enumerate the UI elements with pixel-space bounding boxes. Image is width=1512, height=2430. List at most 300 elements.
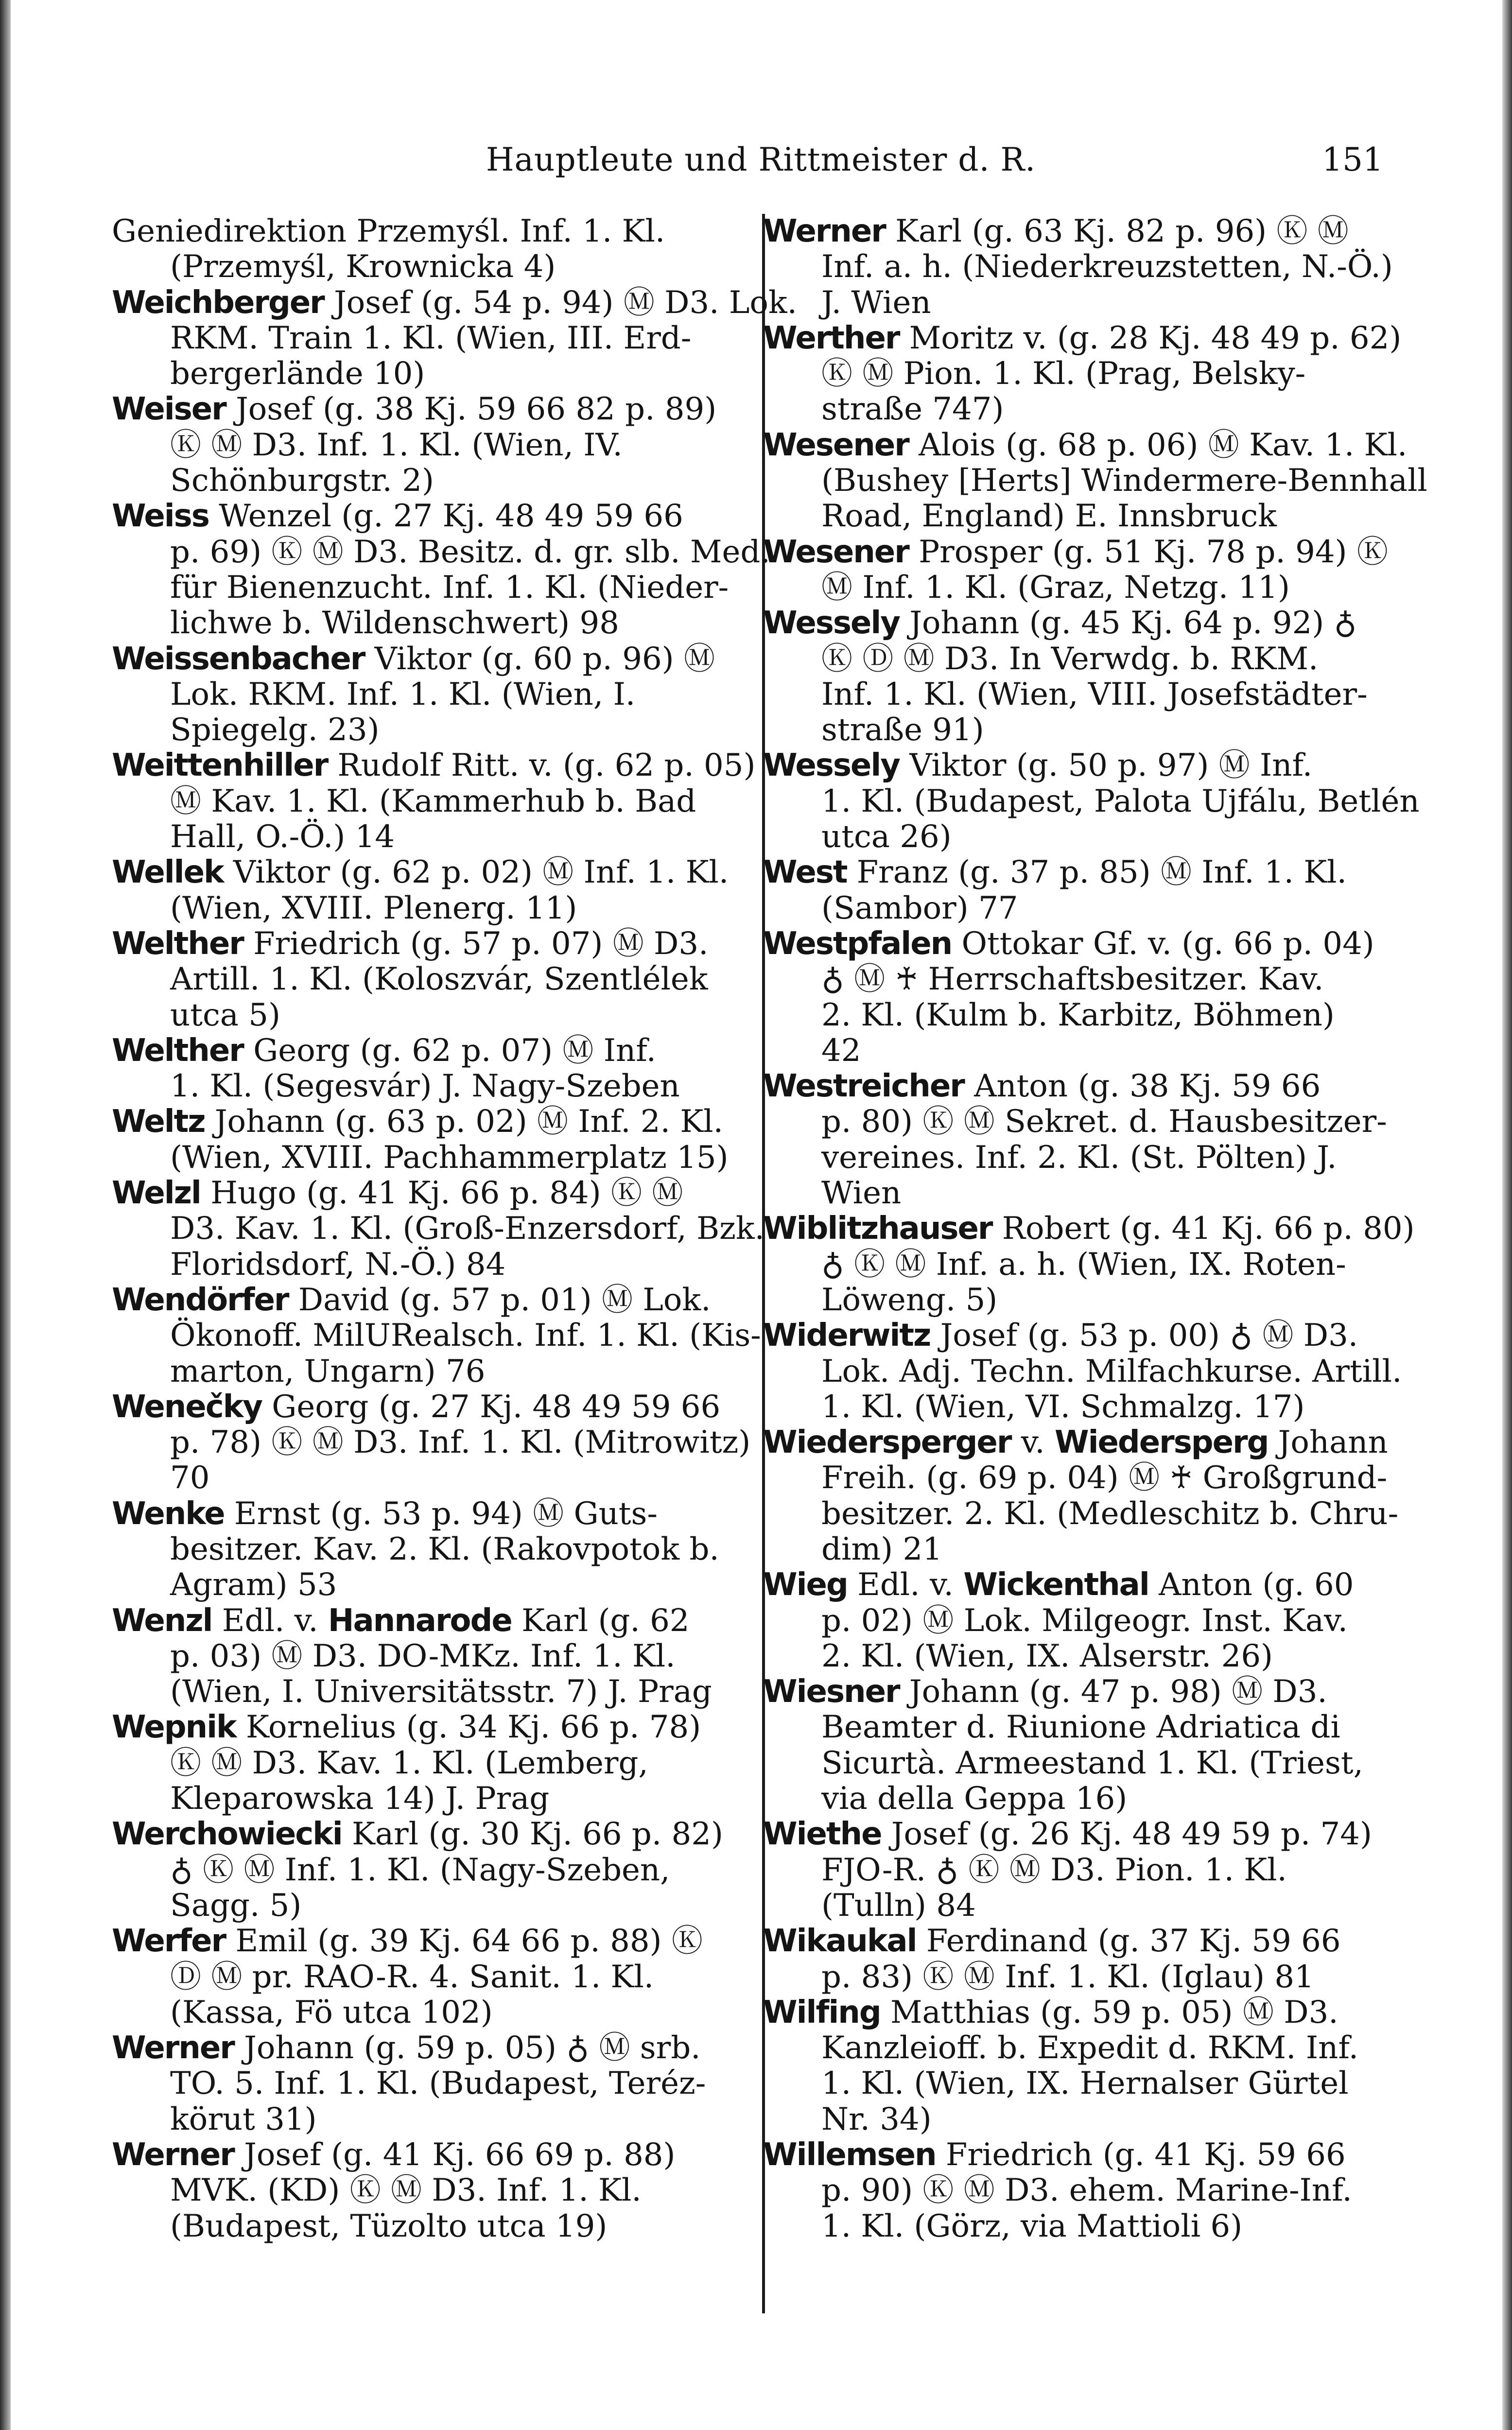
entry-continuation-line bbox=[112, 2066, 729, 2101]
entry-continuation-line bbox=[763, 285, 1380, 321]
directory-entry bbox=[763, 320, 1402, 428]
entry-text: marton, Ungarn) 76 bbox=[170, 1353, 486, 1389]
directory-entry bbox=[763, 747, 1420, 855]
entry-continuation-line bbox=[763, 2102, 1380, 2137]
entry-text: Franz (g. 37 p. 85) Ⓜ Inf. 1. Kl. bbox=[847, 854, 1347, 891]
entry-first-line bbox=[763, 1318, 1380, 1354]
entry-text: Karl (g. 63 Kj. 82 p. 96) Ⓚ Ⓜ bbox=[885, 213, 1349, 249]
surname: Werchowiecki bbox=[112, 1816, 342, 1853]
entry-first-line bbox=[763, 1924, 1380, 1959]
entry-continuation-line bbox=[763, 2066, 1380, 2101]
entry-text: Robert (g. 41 Kj. 66 p. 80) bbox=[992, 1211, 1415, 1247]
entry-text: (Wien, XVIII. Plenerg. 11) bbox=[170, 890, 577, 926]
entry-text: Kanzleioff. b. Expedit d. RKM. Inf. bbox=[821, 2030, 1359, 2066]
directory-entry bbox=[763, 1318, 1402, 1425]
entry-continuation-line bbox=[763, 1710, 1380, 1745]
surname: Weiser bbox=[112, 391, 226, 428]
entry-first-line bbox=[112, 1496, 729, 1532]
entry-text: dim) 21 bbox=[821, 1531, 942, 1567]
entry-continuation-line bbox=[112, 819, 729, 855]
entry-text: Josef (g. 26 Kj. 48 49 59 p. 74) bbox=[881, 1816, 1372, 1853]
entry-text: Josef (g. 41 Kj. 66 69 p. 88) bbox=[234, 2137, 676, 2173]
surname: Wieg bbox=[763, 1567, 848, 1603]
entry-text: Ottokar Gf. v. (g. 66 p. 04) bbox=[952, 925, 1374, 962]
entry-continuation-line bbox=[763, 1639, 1380, 1674]
entry-text: Wien bbox=[821, 1175, 902, 1212]
entry-first-line bbox=[112, 1176, 729, 1211]
entry-continuation-line bbox=[763, 998, 1380, 1033]
entry-text: Georg (g. 27 Kj. 48 49 59 66 bbox=[261, 1389, 721, 1425]
entry-text: 1. Kl. (Görz, via Mattioli 6) bbox=[821, 2208, 1243, 2244]
entry-first-line bbox=[112, 642, 729, 677]
entry-first-line bbox=[112, 1817, 729, 1852]
directory-entry bbox=[112, 2137, 729, 2244]
entry-text: Road, England) E. Innsbruck bbox=[821, 498, 1277, 535]
entry-text: Johann (g. 45 Kj. 64 p. 92) ♁ bbox=[899, 605, 1357, 642]
entry-first-line bbox=[112, 747, 756, 784]
surname: Wessely bbox=[763, 747, 900, 784]
entry-first-line bbox=[763, 1674, 1380, 1710]
entry-first-line bbox=[763, 1817, 1380, 1852]
entry-text: RKM. Train 1. Kl. (Wien, III. Erd- bbox=[170, 320, 692, 356]
entry-text: Löweng. 5) bbox=[821, 1282, 998, 1318]
surname: Wiethe bbox=[763, 1816, 882, 1853]
directory-entry bbox=[112, 642, 729, 748]
entry-text: Ⓜ Kav. 1. Kl. (Kammerhub b. Bad bbox=[170, 783, 696, 819]
entry-first-line bbox=[763, 1211, 1415, 1247]
directory-entry bbox=[112, 392, 729, 499]
surname: Wiesner bbox=[763, 1674, 900, 1710]
entry-first-line bbox=[763, 2137, 1380, 2173]
entry-first-line bbox=[763, 1995, 1380, 2031]
entry-first-line bbox=[112, 1924, 729, 1959]
surname: Wessely bbox=[763, 605, 900, 642]
entry-text: Johann bbox=[1268, 1424, 1388, 1461]
entry-continuation-line bbox=[112, 463, 729, 499]
entry-continuation-line bbox=[763, 1888, 1380, 1924]
entry-first-line bbox=[763, 855, 1380, 890]
entry-text: Lok. RKM. Inf. 1. Kl. (Wien, I. bbox=[170, 676, 636, 712]
entry-continuation-line bbox=[112, 1532, 729, 1567]
surname: Wiedersperg bbox=[1054, 1424, 1269, 1461]
directory-entry bbox=[112, 1033, 729, 1105]
entry-text: David (g. 57 p. 01) Ⓜ Lok. bbox=[288, 1282, 711, 1318]
entry-text: besitzer. 2. Kl. (Medleschitz b. Chru- bbox=[821, 1495, 1399, 1532]
entry-continuation-line bbox=[112, 321, 729, 356]
surname: Werner bbox=[112, 2030, 234, 2066]
entry-text: Kleparowska 14) J. Prag bbox=[170, 1781, 550, 1817]
entry-text: Ernst (g. 53 p. 94) Ⓜ Guts- bbox=[224, 1495, 658, 1532]
entry-continuation-line bbox=[763, 1603, 1380, 1639]
entry-continuation-line bbox=[763, 783, 1420, 819]
directory-entry bbox=[763, 1995, 1380, 2137]
surname: Wendörfer bbox=[112, 1282, 289, 1318]
entry-text: 1. Kl. (Wien, IX. Hernalser Gürtel bbox=[821, 2066, 1349, 2102]
entry-first-line bbox=[763, 214, 1380, 249]
entry-text: straße 91) bbox=[821, 712, 984, 748]
surname: Werner bbox=[112, 2137, 234, 2173]
directory-entry bbox=[763, 1674, 1380, 1817]
entry-continuation-line bbox=[112, 998, 729, 1033]
surname: Wesener bbox=[763, 534, 909, 570]
surname: Werther bbox=[763, 320, 900, 356]
entry-text: Inf. 1. Kl. (Wien, VIII. Josefstädter- bbox=[821, 676, 1368, 712]
entry-text: Prosper (g. 51 Kj. 78 p. 94) Ⓚ bbox=[908, 534, 1388, 570]
entry-continuation-line bbox=[112, 1424, 751, 1461]
directory-entry bbox=[112, 1924, 729, 2031]
entry-continuation-line bbox=[112, 677, 729, 712]
entry-text: v. bbox=[1011, 1424, 1055, 1461]
page-number: 151 bbox=[1322, 141, 1383, 178]
entry-text: p. 02) Ⓜ Lok. Milgeogr. Inst. Kav. bbox=[821, 1602, 1348, 1639]
entry-text: Ferdinand (g. 37 Kj. 59 66 bbox=[916, 1923, 1341, 1960]
entry-first-line bbox=[112, 1389, 729, 1425]
directory-entry bbox=[112, 1817, 729, 1924]
entry-continuation-line bbox=[112, 962, 729, 997]
entry-first-line bbox=[112, 1104, 729, 1140]
entry-continuation-line bbox=[763, 642, 1380, 677]
entry-text: ♁ Ⓚ Ⓜ Inf. 1. Kl. (Nagy-Szeben, bbox=[170, 1852, 670, 1888]
entry-first-line bbox=[763, 1424, 1388, 1461]
entry-continuation-line bbox=[112, 1567, 729, 1603]
entry-text: Geniedirektion Przemyśl. Inf. 1. Kl. bbox=[112, 213, 665, 249]
directory-entry bbox=[112, 1104, 729, 1176]
entry-first-line bbox=[112, 926, 729, 962]
entry-text: 70 bbox=[170, 1460, 210, 1496]
entry-text: Ⓚ Ⓜ Pion. 1. Kl. (Prag, Belsky- bbox=[821, 356, 1306, 392]
entry-first-line bbox=[763, 427, 1408, 463]
entry-text: Ⓚ Ⓓ Ⓜ D3. In Verwdg. b. RKM. bbox=[821, 641, 1319, 677]
entry-text: Kornelius (g. 34 Kj. 66 p. 78) bbox=[236, 1709, 701, 1746]
entry-text: Agram) 53 bbox=[170, 1567, 337, 1603]
entry-first-line bbox=[112, 284, 798, 321]
surname: Weltz bbox=[112, 1104, 205, 1140]
entry-text: Ⓓ Ⓜ pr. RAO-R. 4. Sanit. 1. Kl. bbox=[170, 1959, 654, 1995]
entry-continuation-line bbox=[763, 249, 1393, 285]
entry-text: 1. Kl. (Budapest, Palota Ujfálu, Betlén bbox=[821, 783, 1420, 819]
entry-continuation-line bbox=[763, 1746, 1380, 1781]
surname: Welther bbox=[112, 925, 243, 962]
entry-first-line bbox=[763, 1567, 1380, 1603]
entry-text: (Wien, I. Universitätsstr. 7) J. Prag bbox=[170, 1674, 712, 1710]
entry-first-line bbox=[112, 1033, 729, 1069]
entry-text: Josef (g. 54 p. 94) Ⓜ D3. Lok. bbox=[324, 284, 798, 321]
entry-text: Ökonoff. MilURealsch. Inf. 1. Kl. (Kis- bbox=[170, 1318, 761, 1354]
entry-continuation-line bbox=[112, 1639, 729, 1674]
entry-text: Lok. Adj. Techn. Milfachkurse. Artill. bbox=[821, 1353, 1402, 1389]
entry-text: ♁ Ⓚ Ⓜ Inf. a. h. (Wien, IX. Roten- bbox=[821, 1246, 1346, 1283]
entry-first-line bbox=[112, 1283, 729, 1318]
entry-continuation-line bbox=[112, 891, 729, 926]
entry-first-line bbox=[112, 392, 729, 427]
entry-continuation-line bbox=[112, 570, 729, 606]
entry-text: 1. Kl. (Wien, VI. Schmalzg. 17) bbox=[821, 1389, 1305, 1425]
entry-continuation-line bbox=[112, 1247, 729, 1283]
entry-first-line bbox=[763, 320, 1402, 356]
surname: Wilfing bbox=[763, 1994, 881, 2031]
entry-continuation-line bbox=[112, 1781, 729, 1817]
directory-entry bbox=[763, 1424, 1399, 1567]
entry-text: Josef (g. 53 p. 00) ♁ Ⓜ D3. bbox=[930, 1318, 1358, 1354]
entry-continuation-line bbox=[763, 1104, 1387, 1140]
surname: Weichberger bbox=[112, 284, 324, 321]
surname: Wenzl bbox=[112, 1602, 212, 1639]
entry-continuation-line bbox=[763, 1460, 1388, 1496]
entry-continuation-line bbox=[112, 1746, 729, 1781]
entry-text: utca 26) bbox=[821, 819, 952, 855]
surname: Wellek bbox=[112, 854, 224, 891]
entry-text: Matthias (g. 59 p. 05) Ⓜ D3. bbox=[880, 1994, 1338, 2031]
entry-continuation-line bbox=[112, 249, 729, 285]
directory-entry bbox=[763, 1068, 1387, 1212]
directory-entry bbox=[763, 213, 1393, 321]
surname: Wenečky bbox=[112, 1389, 262, 1425]
entry-text: p. 80) Ⓚ Ⓜ Sekret. d. Hausbesitzer- bbox=[821, 1104, 1387, 1140]
entry-continuation-line bbox=[763, 499, 1380, 534]
entry-text: Josef (g. 38 Kj. 59 66 82 p. 89) bbox=[226, 391, 717, 428]
entry-continuation-line bbox=[112, 1211, 765, 1247]
entry-continuation-line bbox=[763, 2031, 1380, 2066]
directory-entry bbox=[112, 498, 770, 642]
entry-continuation-line bbox=[763, 1176, 1380, 1211]
surname: Weissenbacher bbox=[112, 641, 365, 677]
entry-continuation-line bbox=[112, 2173, 729, 2208]
entry-continuation-line bbox=[112, 1853, 729, 1888]
entry-text: Ⓜ Inf. 1. Kl. (Graz, Netzg. 11) bbox=[821, 569, 1290, 606]
entry-continuation-line bbox=[763, 1389, 1380, 1425]
entry-text: (Wien, XVIII. Pachhammerplatz 15) bbox=[170, 1139, 729, 1176]
entry-text: Friedrich (g. 57 p. 07) Ⓜ D3. bbox=[243, 925, 709, 962]
entry-continuation-line bbox=[112, 606, 729, 641]
entry-first-line bbox=[112, 1603, 729, 1639]
entry-text: p. 69) Ⓚ Ⓜ D3. Besitz. d. gr. slb. Med. bbox=[170, 534, 770, 570]
entry-continuation-line bbox=[112, 1140, 729, 1176]
entry-continuation-line bbox=[763, 2209, 1380, 2244]
entry-continuation-line bbox=[763, 1495, 1399, 1532]
entry-continuation-line bbox=[763, 463, 1427, 499]
entry-text: TO. 5. Inf. 1. Kl. (Budapest, Teréz- bbox=[170, 2066, 706, 2102]
entry-first-line bbox=[763, 606, 1380, 641]
directory-entry bbox=[112, 1496, 729, 1603]
entry-text: Viktor (g. 60 p. 96) Ⓜ bbox=[365, 641, 715, 677]
entry-text: FJO-R. ♁ Ⓚ Ⓜ D3. Pion. 1. Kl. bbox=[821, 1852, 1287, 1888]
entry-text: körut 31) bbox=[170, 2101, 317, 2137]
directory-entry bbox=[112, 1710, 729, 1817]
entry-continuation-line bbox=[112, 2209, 729, 2244]
entry-continuation-line bbox=[763, 712, 1380, 748]
surname: Widerwitz bbox=[763, 1318, 931, 1354]
entry-text: Rudolf Ritt. v. (g. 62 p. 05) bbox=[328, 747, 756, 784]
entry-continuation-line bbox=[763, 677, 1380, 712]
entry-continuation-line bbox=[763, 1140, 1380, 1176]
entry-continuation-line bbox=[763, 819, 1380, 855]
entry-text: 42 bbox=[821, 1032, 861, 1069]
directory-entry bbox=[112, 1175, 765, 1283]
entry-first-line bbox=[763, 748, 1380, 783]
surname: Westreicher bbox=[763, 1068, 964, 1105]
surname: Wesener bbox=[763, 427, 909, 463]
entry-first-line bbox=[112, 1710, 729, 1745]
entry-first-line bbox=[112, 2031, 729, 2066]
entry-continuation-line bbox=[763, 570, 1380, 606]
entry-text: Edl. v. bbox=[847, 1567, 964, 1603]
entry-text: Floridsdorf, N.-Ö.) 84 bbox=[170, 1246, 506, 1283]
entry-text: Freih. (g. 69 p. 04) Ⓜ ♰ Großgrund- bbox=[821, 1460, 1388, 1496]
entry-continuation-line bbox=[763, 1853, 1380, 1888]
surname: Weittenhiller bbox=[112, 747, 328, 784]
surname: Werfer bbox=[112, 1923, 226, 1960]
entry-text: 2. Kl. (Wien, IX. Alserstr. 26) bbox=[821, 1638, 1273, 1674]
entry-continuation-line bbox=[112, 428, 729, 463]
entry-continuation-line bbox=[763, 356, 1380, 392]
entry-text: Emil (g. 39 Kj. 64 66 p. 88) Ⓚ bbox=[226, 1923, 703, 1960]
entry-continuation-line bbox=[112, 1960, 729, 1995]
entry-text: MVK. (KD) Ⓚ Ⓜ D3. Inf. 1. Kl. bbox=[170, 2172, 642, 2209]
surname: Welther bbox=[112, 1032, 243, 1069]
entry-text: Moritz v. (g. 28 Kj. 48 49 p. 62) bbox=[899, 320, 1402, 356]
entry-first-line bbox=[112, 855, 729, 890]
entry-continuation-line bbox=[112, 1069, 729, 1104]
entry-text: bergerlände 10) bbox=[170, 356, 425, 392]
entry-text: Alois (g. 68 p. 06) Ⓜ Kav. 1. Kl. bbox=[908, 427, 1408, 463]
entry-text: (Budapest, Tüzolto utca 19) bbox=[170, 2208, 608, 2244]
entry-text: Edl. v. bbox=[212, 1602, 328, 1639]
entry-continuation-line bbox=[112, 1674, 729, 1710]
entry-first-line bbox=[112, 2137, 729, 2173]
entry-text: Inf. a. h. (Niederkreuzstetten, N.-Ö.) bbox=[821, 249, 1393, 285]
entry-first-line bbox=[763, 534, 1388, 570]
entry-text: utca 5) bbox=[170, 997, 280, 1033]
entry-first-line bbox=[112, 214, 729, 249]
entry-text: vereines. Inf. 2. Kl. (St. Pölten) J. bbox=[821, 1139, 1337, 1176]
entry-continuation-line bbox=[112, 356, 729, 392]
entry-text: Hall, O.-Ö.) 14 bbox=[170, 819, 395, 855]
entry-text: Hugo (g. 41 Kj. 66 p. 84) Ⓚ Ⓜ bbox=[200, 1175, 683, 1212]
entry-continuation-line bbox=[112, 1354, 729, 1389]
directory-entry bbox=[763, 1924, 1380, 1995]
entry-text: Wenzel (g. 27 Kj. 48 49 59 66 bbox=[209, 498, 683, 535]
directory-entry bbox=[763, 1211, 1415, 1318]
entry-text: Friedrich (g. 41 Kj. 59 66 bbox=[936, 2137, 1346, 2173]
entry-continuation-line bbox=[112, 784, 729, 819]
entry-continuation-line bbox=[763, 1283, 1380, 1318]
entry-text: Beamter d. Riunione Adriatica di bbox=[821, 1709, 1340, 1746]
directory-entry bbox=[112, 926, 729, 1033]
entry-text: Ⓚ Ⓜ D3. Inf. 1. Kl. (Wien, IV. bbox=[170, 427, 623, 463]
directory-entry bbox=[763, 427, 1427, 535]
entry-continuation-line bbox=[763, 1781, 1380, 1817]
surname: Willemsen bbox=[763, 2137, 936, 2173]
entry-text: Schönburgstr. 2) bbox=[170, 463, 434, 499]
entry-text: Artill. 1. Kl. (Koloszvár, Szentlélek bbox=[170, 961, 708, 998]
entry-text: 1. Kl. (Segesvár) J. Nagy-Szeben bbox=[170, 1068, 680, 1105]
right-column bbox=[763, 213, 1427, 2244]
entry-first-line bbox=[763, 926, 1380, 962]
entry-text: D3. Kav. 1. Kl. (Groß-Enzersdorf, Bzk. bbox=[170, 1211, 765, 1247]
directory-entry bbox=[112, 214, 729, 285]
entry-text: Ⓚ Ⓜ D3. Kav. 1. Kl. (Lemberg, bbox=[170, 1745, 648, 1781]
entry-continuation-line bbox=[112, 1888, 729, 1924]
entry-first-line bbox=[112, 499, 729, 534]
surname: Wikaukal bbox=[763, 1923, 917, 1960]
entry-text: p. 03) Ⓜ D3. DO-MKz. Inf. 1. Kl. bbox=[170, 1638, 676, 1674]
entry-text: via della Geppa 16) bbox=[821, 1781, 1128, 1817]
directory-entry bbox=[112, 1603, 729, 1710]
directory-entry bbox=[112, 284, 798, 392]
entry-continuation-line bbox=[763, 1532, 1380, 1567]
entry-continuation-line bbox=[112, 1460, 729, 1496]
directory-entry bbox=[763, 2137, 1380, 2244]
surname: Wiedersperger bbox=[763, 1424, 1011, 1461]
surname: Hannarode bbox=[328, 1602, 512, 1639]
surname: Westpfalen bbox=[763, 925, 952, 962]
entry-continuation-line bbox=[763, 1353, 1402, 1389]
surname: Wepnik bbox=[112, 1709, 236, 1746]
entry-text: Johann (g. 63 p. 02) Ⓜ Inf. 2. Kl. bbox=[205, 1104, 723, 1140]
entry-continuation-line bbox=[112, 1995, 729, 2031]
directory-entry bbox=[763, 606, 1380, 748]
entry-text: besitzer. Kav. 2. Kl. (Rakovpotok b. bbox=[170, 1531, 719, 1567]
entry-text: (Tulln) 84 bbox=[821, 1887, 976, 1924]
entry-text: (Bushey [Herts] Windermere-Bennhall bbox=[821, 463, 1427, 499]
entry-text: Anton (g. 60 bbox=[1148, 1567, 1354, 1603]
entry-continuation-line bbox=[763, 1960, 1380, 1995]
surname: Wenke bbox=[112, 1495, 225, 1532]
entry-text: Viktor (g. 62 p. 02) Ⓜ Inf. 1. Kl. bbox=[223, 854, 729, 891]
entry-text: Viktor (g. 50 p. 97) Ⓜ Inf. bbox=[899, 747, 1313, 784]
directory-entry bbox=[112, 855, 729, 926]
directory-entry bbox=[763, 926, 1380, 1069]
surname: Welzl bbox=[112, 1175, 201, 1212]
page-edge-left bbox=[0, 0, 11, 2430]
entry-text: (Kassa, Fö utca 102) bbox=[170, 1994, 493, 2031]
entry-text: J. Wien bbox=[821, 284, 931, 321]
entry-text: Johann (g. 47 p. 98) Ⓜ D3. bbox=[899, 1674, 1327, 1710]
entry-text: Sicurtà. Armeestand 1. Kl. (Triest, bbox=[821, 1745, 1363, 1781]
entry-continuation-line bbox=[112, 1318, 761, 1354]
entry-continuation-line bbox=[763, 392, 1380, 427]
surname: Werner bbox=[763, 213, 886, 249]
entry-text: Nr. 34) bbox=[821, 2101, 932, 2137]
entry-text: Johann (g. 59 p. 05) ♁ Ⓜ srb. bbox=[234, 2030, 701, 2066]
entry-text: Spiegelg. 23) bbox=[170, 712, 380, 748]
entry-text: (Przemyśl, Krownicka 4) bbox=[170, 249, 556, 285]
entry-text: lichwe b. Wildenschwert) 98 bbox=[170, 605, 619, 642]
entry-continuation-line bbox=[112, 534, 770, 570]
entry-text: für Bienenzucht. Inf. 1. Kl. (Nieder- bbox=[170, 569, 729, 606]
entry-text: Sagg. 5) bbox=[170, 1887, 302, 1924]
entry-text: Anton (g. 38 Kj. 59 66 bbox=[964, 1068, 1321, 1105]
directory-entry bbox=[763, 1567, 1380, 1674]
directory-entry bbox=[763, 855, 1380, 926]
entry-text: Karl (g. 30 Kj. 66 p. 82) bbox=[342, 1816, 723, 1853]
directory-entry bbox=[763, 534, 1388, 606]
entry-text: Karl (g. 62 bbox=[511, 1602, 690, 1639]
entry-text: 2. Kl. (Kulm b. Karbitz, Böhmen) bbox=[821, 997, 1335, 1033]
entry-continuation-line bbox=[112, 2102, 729, 2137]
entry-first-line bbox=[763, 1069, 1380, 1104]
entry-continuation-line bbox=[763, 962, 1380, 997]
entry-continuation-line bbox=[763, 891, 1380, 926]
entry-continuation-line bbox=[112, 712, 729, 748]
surname: Weiss bbox=[112, 498, 209, 535]
directory-entry bbox=[763, 1817, 1380, 1924]
directory-entry bbox=[112, 747, 756, 855]
surname: Wiblitzhauser bbox=[763, 1211, 992, 1247]
entry-text: Georg (g. 62 p. 07) Ⓜ Inf. bbox=[243, 1032, 656, 1069]
entry-continuation-line bbox=[763, 1247, 1380, 1283]
directory-entry bbox=[112, 1282, 761, 1389]
